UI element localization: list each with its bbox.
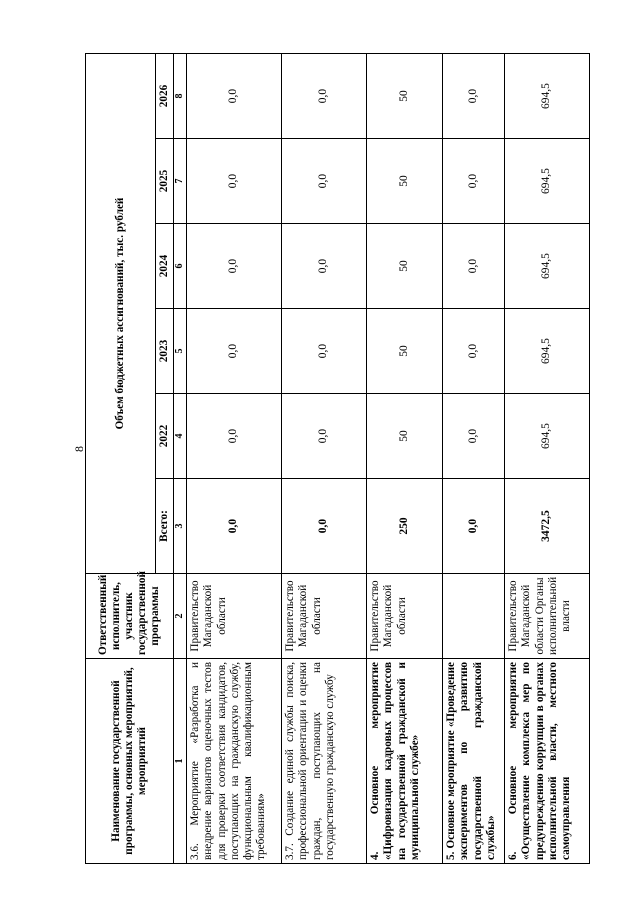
row-value: 50 xyxy=(367,394,443,479)
column-number: 4 xyxy=(174,394,187,479)
row-value: 694,5 xyxy=(505,224,590,309)
row-total: 0,0 xyxy=(187,479,282,574)
row-responsible: Правительство Магаданской области xyxy=(367,574,443,659)
row-value: 50 xyxy=(367,54,443,139)
row-value: 50 xyxy=(367,224,443,309)
row-total: 250 xyxy=(367,479,443,574)
rotated-table-container xyxy=(85,54,573,864)
row-total: 3472,5 xyxy=(505,479,590,574)
header-name: Наименование государственной программы, основных мероприятий, мероприятий xyxy=(86,659,174,864)
header-budget: Объем бюджетных ассигнований, тыс. рублей xyxy=(86,54,156,574)
column-number: 3 xyxy=(174,479,187,574)
column-number: 6 xyxy=(174,224,187,309)
header-responsible: Ответственный исполнитель, участник государственной программы xyxy=(86,574,174,659)
row-value: 0,0 xyxy=(187,139,282,224)
row-value: 694,5 xyxy=(505,394,590,479)
header-year: 2022 xyxy=(156,394,174,479)
row-name: 6. Основное мероприятие «Осуществление комплекса мер по предупреждению коррупции в органах исполнительной власти, местного самоуправления xyxy=(505,659,590,864)
header-year: 2023 xyxy=(156,309,174,394)
header-year: 2024 xyxy=(156,224,174,309)
row-value: 0,0 xyxy=(187,224,282,309)
header-year: 2025 xyxy=(156,139,174,224)
row-value: 0,0 xyxy=(443,54,505,139)
row-value: 0,0 xyxy=(187,309,282,394)
table-row xyxy=(443,54,505,864)
row-value: 0,0 xyxy=(187,394,282,479)
row-total: 0,0 xyxy=(282,479,367,574)
row-value: 0,0 xyxy=(282,54,367,139)
column-number: 7 xyxy=(174,139,187,224)
row-value: 0,0 xyxy=(282,224,367,309)
row-responsible: Правительство Магаданской области xyxy=(282,574,367,659)
row-value: 694,5 xyxy=(505,54,590,139)
column-number: 5 xyxy=(174,309,187,394)
row-name: 5. Основное мероприятие «Проведение экспериментов по развитию государственной гражданской службы» xyxy=(443,659,505,864)
header-year: 2026 xyxy=(156,54,174,139)
header-total: Всего: xyxy=(156,479,174,574)
row-value: 0,0 xyxy=(282,394,367,479)
column-number: 8 xyxy=(174,54,187,139)
budget-table xyxy=(85,53,590,864)
page-number: 8 xyxy=(72,445,86,452)
row-name: 4. Основное мероприятие «Цифровизация кадровых процессов на государственной гражданской и муниципальной службе» xyxy=(367,659,443,864)
row-responsible: Правительство Магаданской области xyxy=(187,574,282,659)
row-value: 0,0 xyxy=(443,139,505,224)
row-value: 0,0 xyxy=(282,309,367,394)
row-value: 694,5 xyxy=(505,309,590,394)
table-row xyxy=(282,54,367,864)
column-number: 2 xyxy=(174,574,187,659)
row-value: 694,5 xyxy=(505,139,590,224)
row-responsible: Правительство Магаданской области Органы исполнительной власти xyxy=(505,574,590,659)
row-value: 0,0 xyxy=(443,394,505,479)
table-row xyxy=(505,54,590,864)
row-value: 0,0 xyxy=(187,54,282,139)
row-name: 3.6. Мероприятие «Разработка и внедрение вариантов оценочных тестов для проверки соответствия кандидатов, поступающих на гражданскую службу, функциональным квалификационным требованиям» xyxy=(187,659,282,864)
row-value: 0,0 xyxy=(443,309,505,394)
row-responsible xyxy=(443,574,505,659)
table-row xyxy=(367,54,443,864)
column-number: 1 xyxy=(174,659,187,864)
row-value: 50 xyxy=(367,309,443,394)
row-value: 0,0 xyxy=(282,139,367,224)
row-name: 3.7. Создание единой службы поиска, профессиональной ориентации и оценки граждан, поступающих на государственную гражданскую службу xyxy=(282,659,367,864)
row-total: 0,0 xyxy=(443,479,505,574)
row-value: 50 xyxy=(367,139,443,224)
row-value: 0,0 xyxy=(443,224,505,309)
table-row xyxy=(187,54,282,864)
